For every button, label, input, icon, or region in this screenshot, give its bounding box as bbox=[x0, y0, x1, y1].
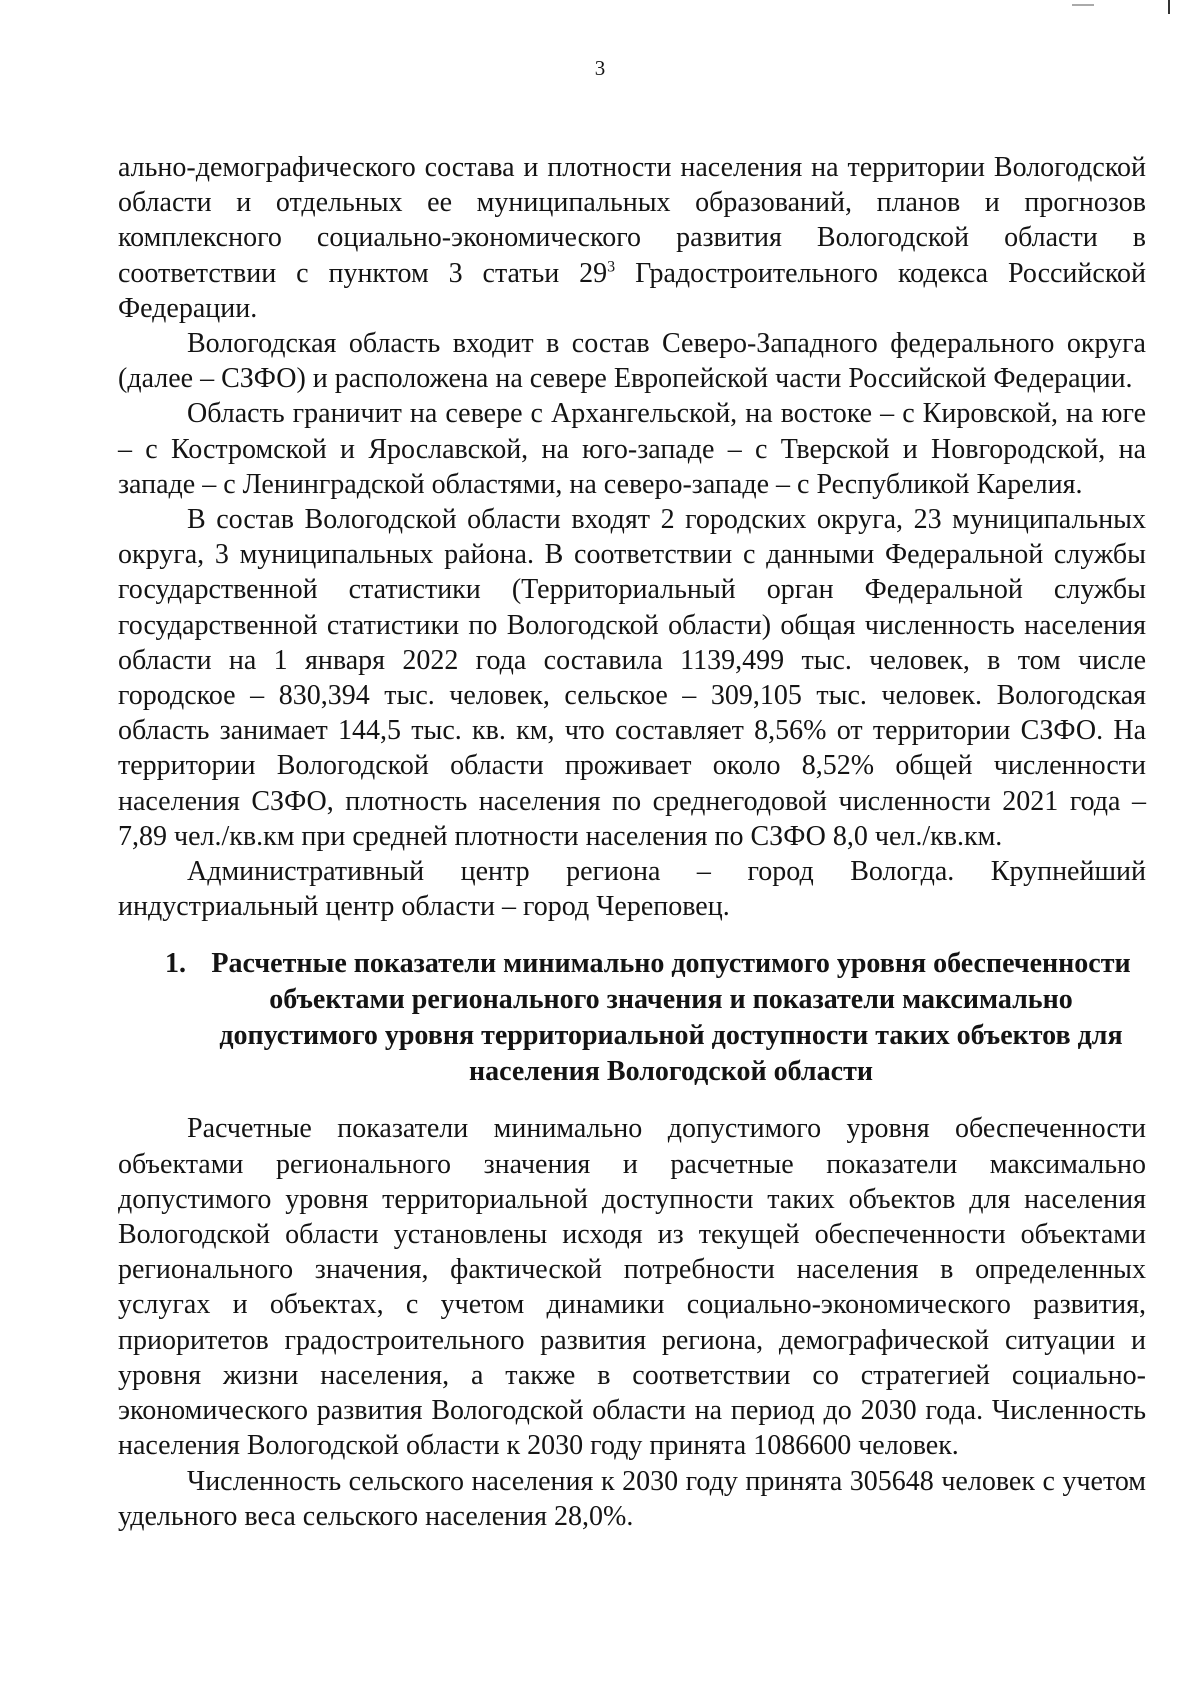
paragraph-continuation bbox=[118, 150, 1146, 326]
paragraph-region-centers: Административный центр региона – город Вологда. Крупнейший индустриальный центр области – город Череповец. bbox=[118, 856, 1146, 923]
scan-mark-top-right bbox=[1168, 0, 1170, 14]
superscript: 3 bbox=[607, 258, 616, 276]
section-title: Расчетные показатели минимально допустимого уровня обеспеченности объектами регионального значения и показатели максимально допустимого уровня территориальной доступности таких объектов для населения Вологодской области bbox=[211, 948, 1131, 1088]
paragraph-text: Градостроительного кодекса Российской Федерации. bbox=[118, 257, 1146, 324]
paragraph-region-population: В состав Вологодской области входят 2 городских округа, 23 муниципальных округа, 3 муниципальных района. В соответствии с данными Федеральной службы государственной статистики (Территориальный орган Федеральной службы государственной статистики по Вологодской области) общая численность населения области на 1 января 2022 года составила 1139,499 тыс. человек, в том числе городское – 830,394 тыс. человек, сельское – 309,105 тыс. человек. Вологодская область занимает 144,5 тыс. кв. км, что составляет 8,56% от территории СЗФО. На территории Вологодской области проживает около 8,52% общей численности населения СЗФО, плотность населения по среднегодовой численности 2021 года – 7,89 чел./кв.км при средней плотности населения по СЗФО 8,0 чел./кв.км. bbox=[118, 504, 1146, 852]
paragraph-text: ально-демографического состава и плотности населения на территории Вологодской области и отдельных ее муниципальных образований, планов и прогнозов комплексного социально-экономического развития Вологодской области в соответствии с пунктом 3 статьи 29 bbox=[118, 152, 1146, 289]
scan-mark-top-dots bbox=[1072, 4, 1094, 6]
section-heading bbox=[118, 946, 1146, 1090]
paragraph-indicators: Расчетные показатели минимально допустимого уровня обеспеченности объектами регионального значения и расчетные показатели максимально допустимого уровня территориальной доступности таких объектов для населения Вологодской области установлены исходя из текущей обеспеченности объектами регионального значения, фактической потребности населения в определенных услугах и объектах, с учетом динамики социально-экономического развития, приоритетов градостроительного развития региона, демографической ситуации и уровня жизни населения, а также в соответствии со стратегией социально-экономического развития Вологодской области на период до 2030 года. Численность населения Вологодской области к 2030 году принята 1086600 человек. bbox=[118, 1113, 1146, 1462]
section-number: 1. bbox=[165, 948, 186, 980]
paragraph-rural-population: Численность сельского населения к 2030 году принята 305648 человек с учетом удельного веса сельского населения 28,0%. bbox=[118, 1465, 1146, 1532]
document-body bbox=[118, 150, 1146, 1534]
page-number: 3 bbox=[594, 56, 606, 80]
paragraph-region-location: Вологодская область входит в состав Северо-Западного федерального округа (далее – СЗФО) и расположена на севере Европейской части Российской Федерации. bbox=[118, 328, 1146, 395]
paragraph-region-borders: Область граничит на севере с Архангельской, на востоке – с Кировской, на юге – с Костромской и Ярославской, на юго-западе – с Тверской и Новгородской, на западе – с Ленинградской областями, на северо-западе – с Республикой Карелия. bbox=[118, 398, 1146, 500]
